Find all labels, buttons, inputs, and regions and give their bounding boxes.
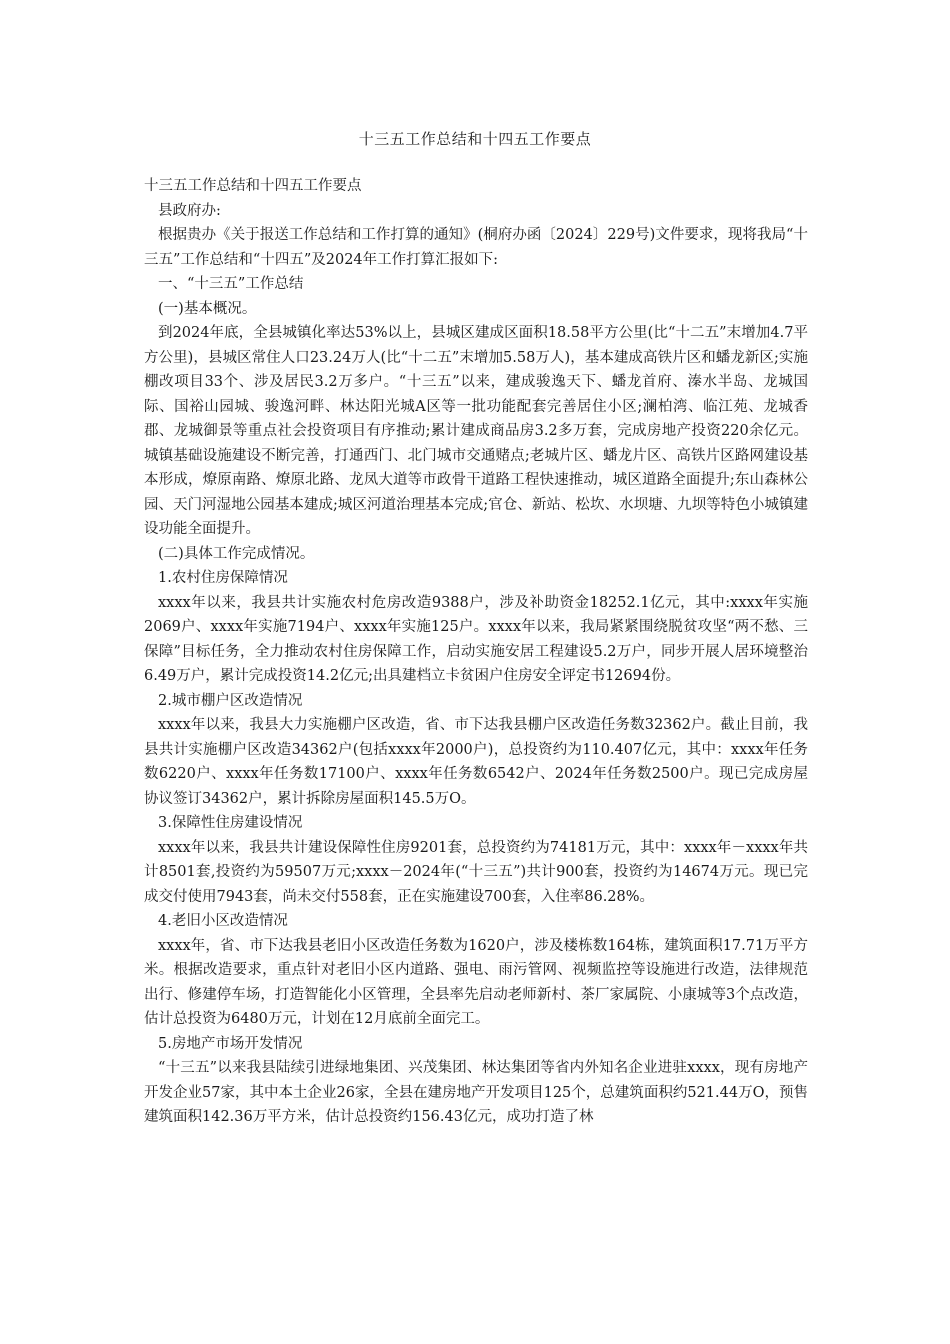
document-title: 十三五工作总结和十四五工作要点 bbox=[358, 130, 592, 148]
document-paragraph: xxxx年以来，我县共计实施农村危房改造9388户，涉及补助资金18252.1亿元，其中:xxxx年实施2069户、xxxx年实施7194户、xxxx年实施125户。xxxx年以来，我局紧紧围绕脱贫攻坚“两不愁、三保障”目标任务，全力推动农村住房保障工作，启动实施安居工程建设5.2万户，同步开展人居环境整治6.49万户，累计完成投资14.2亿元;出具建档立卡贫困户住房安全评定书12694份。 bbox=[144, 594, 808, 684]
document-paragraph: 到2024年底，全县城镇化率达53%以上，县城区建成区面积18.58平方公里(比“十二五”末增加4.7平方公里)，县城区常住人口23.24万人(比“十二五”末增加5.58万人)，基本建成高铁片区和蟠龙新区;实施棚改项目33个、涉及居民3.2万多户。“十三五”以来，建成骏逸天下、蟠龙首府、溱水半岛、龙城国际、国裕山园城、骏逸河畔、林达阳光城A区等一批功能配套完善居住小区;澜柏湾、临江苑、龙城香郡、龙城御景等重点社会投资项目有序推动;累计建成商品房3.2多万套，完成房地产投资220余亿元。城镇基础设施建设不断完善，打通西门、北门城市交通赌点;老城片区、蟠龙片区、高铁片区路网建设基本形成，燎原南路、燎原北路、龙凤大道等市政骨干道路工程快速推动，城区道路全面提升;东山森林公园、天门河湿地公园基本建成;城区河道治理基本完成;官仓、新站、松坎、水坝塘、九坝等特色小城镇建设功能全面提升。 bbox=[144, 325, 808, 537]
document-paragraph: xxxx年，省、市下达我县老旧小区改造任务数为1620户，涉及楼栋数164栋，建筑面积17.71万平方米。根据改造要求，重点针对老旧小区内道路、强电、雨污管网、视频监控等设施进行改造，法律规范出行、修建停车场，打造智能化小区管理，全县率先启动老师新村、茶厂家属院、小康城等3个点改造，估计总投资为6480万元，计划在12月底前全面完工。 bbox=[144, 937, 808, 1027]
document-paragraph: xxxx年以来，我县大力实施棚户区改造，省、市下达我县棚户区改造任务数32362户。截止目前，我县共计实施棚户区改造34362户(包括xxxx年2000户)，总投资约为110.407亿元，其中：xxxx年任务数6220户、xxxx年任务数17100户、xxxx年任务数6542户、2024年任务数2500户。现已完成房屋协议签订34362户，累计拆除房屋面积145.5万O。 bbox=[144, 717, 808, 807]
document-paragraph: 县政府办: bbox=[158, 202, 221, 219]
document-paragraph: 1.农村住房保障情况 bbox=[158, 570, 288, 586]
document-paragraph: (二)具体工作完成情况。 bbox=[158, 545, 315, 562]
document-paragraph: (一)基本概况。 bbox=[158, 300, 257, 317]
document-paragraph: 4.老旧小区改造情况 bbox=[158, 913, 288, 929]
document-paragraph: 5.房地产市场开发情况 bbox=[158, 1035, 303, 1052]
document-paragraph: 十三五工作总结和十四五工作要点 bbox=[144, 178, 362, 194]
document-paragraph: xxxx年以来，我县共计建设保障性住房9201套，总投资约为74181万元，其中：xxxx年－xxxx年共计8501套,投资约为59507万元;xxxx－2024年(“十三五”)共计900套，投资约为14674万元。现已完成交付使用7943套，尚未交付558套，正在实施建设700套，入住率86.28%。 bbox=[144, 839, 808, 905]
document-body bbox=[144, 174, 808, 1130]
document-paragraph: 2.城市棚户区改造情况 bbox=[158, 692, 303, 709]
document-paragraph: 3.保障性住房建设情况 bbox=[158, 815, 303, 831]
document-paragraph: 根据贵办《关于报送工作总结和工作打算的通知》(桐府办函〔2024〕229号)文件要求，现将我局“十三五”工作总结和“十四五”及2024年工作打算汇报如下: bbox=[144, 227, 808, 268]
document-paragraph: “十三五”以来我县陆续引进绿地集团、兴茂集团、林达集团等省内外知名企业进驻xxxx，现有房地产开发企业57家，其中本土企业26家，全县在建房地产开发项目125个，总建筑面积约521.44万O，预售建筑面积142.36万平方米，估计总投资约156.43亿元，成功打造了林 bbox=[144, 1060, 808, 1125]
document-paragraph: 一、“十三五”工作总结 bbox=[158, 276, 304, 292]
